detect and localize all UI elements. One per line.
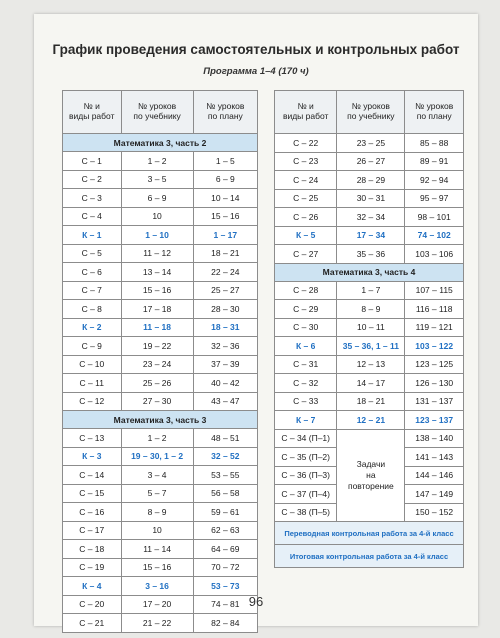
textbook-page	[34, 14, 478, 626]
work-id-cell: С – 25	[275, 189, 337, 208]
textbook-lessons-cell: 35 – 36	[337, 245, 405, 264]
work-id-cell: С – 1	[63, 152, 122, 171]
work-id-cell: К – 4	[63, 577, 122, 596]
section-row	[63, 411, 258, 429]
table-row	[275, 152, 464, 171]
plan-lessons-cell: 10 – 14	[193, 189, 257, 208]
table-header-row	[63, 91, 258, 134]
work-id-cell: С – 5	[63, 244, 122, 263]
test-row	[275, 411, 464, 430]
plan-lessons-cell: 53 – 55	[193, 466, 257, 485]
textbook-lessons-cell: 13 – 14	[121, 263, 193, 282]
plan-lessons-cell: 70 – 72	[193, 558, 257, 577]
work-id-cell: К – 6	[275, 337, 337, 356]
section-row	[275, 263, 464, 281]
textbook-lessons-cell: 10	[121, 207, 193, 226]
plan-lessons-cell: 74 – 102	[405, 226, 464, 245]
plan-lessons-cell: 82 – 84	[193, 614, 257, 633]
plan-lessons-cell: 116 – 118	[405, 300, 464, 319]
page-title: График проведения самостоятельных и контрольных работ	[52, 42, 460, 57]
work-id-cell: С – 29	[275, 300, 337, 319]
textbook-lessons-cell: 19 – 22	[121, 337, 193, 356]
plan-lessons-cell: 59 – 61	[193, 503, 257, 522]
plan-lessons-cell: 62 – 63	[193, 521, 257, 540]
work-id-cell: С – 3	[63, 189, 122, 208]
work-id-cell: С – 19	[63, 558, 122, 577]
table-row	[63, 170, 258, 189]
plan-lessons-cell: 18 – 21	[193, 244, 257, 263]
textbook-lessons-cell: 11 – 18	[121, 318, 193, 337]
plan-lessons-cell: 119 – 121	[405, 318, 464, 337]
work-id-cell: С – 36 (П–3)	[275, 466, 337, 485]
plan-lessons-cell: 32 – 36	[193, 337, 257, 356]
section-title: Математика 3, часть 4	[275, 263, 464, 281]
header-plan-lessons: № уроков по плану	[193, 91, 257, 134]
test-row	[63, 226, 258, 245]
work-id-cell: С – 9	[63, 337, 122, 356]
plan-lessons-cell: 37 – 39	[193, 355, 257, 374]
plan-lessons-cell: 138 – 140	[405, 429, 464, 448]
textbook-lessons-cell: 6 – 9	[121, 189, 193, 208]
work-id-cell: С – 15	[63, 484, 122, 503]
work-id-cell: С – 20	[63, 595, 122, 614]
plan-lessons-cell: 85 – 88	[405, 134, 464, 153]
table-row	[63, 392, 258, 411]
test-row	[63, 577, 258, 596]
textbook-lessons-cell: 17 – 20	[121, 595, 193, 614]
textbook-lessons-cell: 1 – 7	[337, 281, 405, 300]
table-row	[63, 189, 258, 208]
textbook-lessons-cell: 25 – 26	[121, 374, 193, 393]
test-row	[63, 447, 258, 466]
header-work-type: № и виды работ	[275, 91, 337, 134]
table-row	[63, 558, 258, 577]
test-row	[275, 226, 464, 245]
work-id-cell: С – 12	[63, 392, 122, 411]
textbook-lessons-cell: 1 – 10	[121, 226, 193, 245]
work-id-cell: С – 10	[63, 355, 122, 374]
work-id-cell: С – 8	[63, 300, 122, 319]
textbook-lessons-cell: 15 – 16	[121, 558, 193, 577]
section-title: Математика 3, часть 3	[63, 411, 258, 429]
work-id-cell: С – 14	[63, 466, 122, 485]
textbook-lessons-cell: 15 – 16	[121, 281, 193, 300]
textbook-lessons-cell: 23 – 25	[337, 134, 405, 153]
review-tasks-cell: Задачи на повторение	[337, 429, 405, 522]
table-row	[275, 392, 464, 411]
header-textbook-lessons: № уроков по учебнику	[121, 91, 193, 134]
work-id-cell: К – 3	[63, 447, 122, 466]
plan-lessons-cell: 53 – 73	[193, 577, 257, 596]
plan-lessons-cell: 131 – 137	[405, 392, 464, 411]
plan-lessons-cell: 92 – 94	[405, 171, 464, 190]
work-id-cell: К – 2	[63, 318, 122, 337]
header-plan-lessons: № уроков по плану	[405, 91, 464, 134]
textbook-lessons-cell: 21 – 22	[121, 614, 193, 633]
textbook-lessons-cell: 3 – 16	[121, 577, 193, 596]
header-textbook-lessons: № уроков по учебнику	[337, 91, 405, 134]
plan-lessons-cell: 126 – 130	[405, 374, 464, 393]
plan-lessons-cell: 48 – 51	[193, 429, 257, 448]
textbook-lessons-cell: 12 – 21	[337, 411, 405, 430]
work-id-cell: С – 22	[275, 134, 337, 153]
work-id-cell: С – 18	[63, 540, 122, 559]
textbook-lessons-cell: 14 – 17	[337, 374, 405, 393]
work-id-cell: С – 13	[63, 429, 122, 448]
textbook-lessons-cell: 1 – 2	[121, 429, 193, 448]
schedule-table-right	[274, 90, 464, 568]
textbook-lessons-cell: 17 – 34	[337, 226, 405, 245]
header-work-type: № и виды работ	[63, 91, 122, 134]
table-row	[63, 521, 258, 540]
textbook-lessons-cell: 19 – 30, 1 – 2	[121, 447, 193, 466]
table-row	[63, 503, 258, 522]
textbook-lessons-cell: 26 – 27	[337, 152, 405, 171]
plan-lessons-cell: 22 – 24	[193, 263, 257, 282]
test-row	[275, 337, 464, 356]
section-row	[63, 134, 258, 152]
work-id-cell: С – 30	[275, 318, 337, 337]
note-row	[275, 545, 464, 568]
schedule-table-left	[62, 90, 258, 633]
table-row	[275, 281, 464, 300]
plan-lessons-cell: 103 – 122	[405, 337, 464, 356]
plan-lessons-cell: 98 – 101	[405, 208, 464, 227]
plan-lessons-cell: 123 – 137	[405, 411, 464, 430]
plan-lessons-cell: 40 – 42	[193, 374, 257, 393]
page-number: 96	[248, 594, 264, 609]
table-row	[275, 134, 464, 153]
work-id-cell: С – 17	[63, 521, 122, 540]
work-id-cell: С – 6	[63, 263, 122, 282]
work-id-cell: С – 38 (П–5)	[275, 503, 337, 522]
textbook-lessons-cell: 10	[121, 521, 193, 540]
work-id-cell: С – 34 (П–1)	[275, 429, 337, 448]
table-row	[275, 189, 464, 208]
textbook-lessons-cell: 3 – 5	[121, 170, 193, 189]
textbook-lessons-cell: 8 – 9	[121, 503, 193, 522]
work-id-cell: С – 11	[63, 374, 122, 393]
work-id-cell: С – 21	[63, 614, 122, 633]
work-id-cell: С – 24	[275, 171, 337, 190]
plan-lessons-cell: 141 – 143	[405, 448, 464, 467]
table-row	[275, 429, 464, 448]
note-text: Итоговая контрольная работа за 4-й класс	[275, 545, 464, 568]
work-id-cell: С – 28	[275, 281, 337, 300]
plan-lessons-cell: 32 – 52	[193, 447, 257, 466]
plan-lessons-cell: 6 – 9	[193, 170, 257, 189]
plan-lessons-cell: 107 – 115	[405, 281, 464, 300]
table-row	[275, 355, 464, 374]
work-id-cell: С – 2	[63, 170, 122, 189]
table-row	[275, 374, 464, 393]
plan-lessons-cell: 25 – 27	[193, 281, 257, 300]
textbook-lessons-cell: 8 – 9	[337, 300, 405, 319]
textbook-lessons-cell: 30 – 31	[337, 189, 405, 208]
table-row	[63, 540, 258, 559]
plan-lessons-cell: 123 – 125	[405, 355, 464, 374]
plan-lessons-cell: 56 – 58	[193, 484, 257, 503]
plan-lessons-cell: 64 – 69	[193, 540, 257, 559]
table-header-row	[275, 91, 464, 134]
table-row	[63, 244, 258, 263]
note-text: Переводная контрольная работа за 4-й класс	[275, 522, 464, 545]
table-row	[63, 300, 258, 319]
textbook-lessons-cell: 27 – 30	[121, 392, 193, 411]
plan-lessons-cell: 95 – 97	[405, 189, 464, 208]
plan-lessons-cell: 150 – 152	[405, 503, 464, 522]
section-title: Математика 3, часть 2	[63, 134, 258, 152]
plan-lessons-cell: 28 – 30	[193, 300, 257, 319]
table-row	[63, 484, 258, 503]
table-row	[63, 152, 258, 171]
work-id-cell: С – 27	[275, 245, 337, 264]
plan-lessons-cell: 43 – 47	[193, 392, 257, 411]
plan-lessons-cell: 144 – 146	[405, 466, 464, 485]
table-row	[63, 614, 258, 633]
textbook-lessons-cell: 23 – 24	[121, 355, 193, 374]
plan-lessons-cell: 1 – 17	[193, 226, 257, 245]
work-id-cell: С – 26	[275, 208, 337, 227]
textbook-lessons-cell: 28 – 29	[337, 171, 405, 190]
textbook-lessons-cell: 5 – 7	[121, 484, 193, 503]
work-id-cell: С – 35 (П–2)	[275, 448, 337, 467]
table-row	[275, 300, 464, 319]
work-id-cell: К – 7	[275, 411, 337, 430]
textbook-lessons-cell: 10 – 11	[337, 318, 405, 337]
work-id-cell: С – 32	[275, 374, 337, 393]
plan-lessons-cell: 15 – 16	[193, 207, 257, 226]
plan-lessons-cell: 147 – 149	[405, 485, 464, 504]
work-id-cell: С – 31	[275, 355, 337, 374]
work-id-cell: С – 4	[63, 207, 122, 226]
work-id-cell: С – 23	[275, 152, 337, 171]
table-row	[275, 318, 464, 337]
textbook-lessons-cell: 12 – 13	[337, 355, 405, 374]
textbook-lessons-cell: 35 – 36, 1 – 11	[337, 337, 405, 356]
textbook-lessons-cell: 1 – 2	[121, 152, 193, 171]
note-row	[275, 522, 464, 545]
textbook-lessons-cell: 32 – 34	[337, 208, 405, 227]
table-row	[63, 429, 258, 448]
textbook-lessons-cell: 18 – 21	[337, 392, 405, 411]
work-id-cell: К – 5	[275, 226, 337, 245]
table-row	[63, 466, 258, 485]
plan-lessons-cell: 103 – 106	[405, 245, 464, 264]
plan-lessons-cell: 89 – 91	[405, 152, 464, 171]
table-row	[63, 337, 258, 356]
work-id-cell: С – 16	[63, 503, 122, 522]
textbook-lessons-cell: 11 – 14	[121, 540, 193, 559]
textbook-lessons-cell: 17 – 18	[121, 300, 193, 319]
table-row	[275, 208, 464, 227]
work-id-cell: С – 33	[275, 392, 337, 411]
textbook-lessons-cell: 11 – 12	[121, 244, 193, 263]
table-row	[63, 374, 258, 393]
table-row	[63, 355, 258, 374]
program-subtitle: Программа 1–4 (170 ч)	[203, 66, 309, 77]
plan-lessons-cell: 74 – 81	[193, 595, 257, 614]
plan-lessons-cell: 18 – 31	[193, 318, 257, 337]
table-row	[275, 245, 464, 264]
textbook-lessons-cell: 3 – 4	[121, 466, 193, 485]
table-row	[63, 263, 258, 282]
table-row	[63, 207, 258, 226]
work-id-cell: С – 37 (П–4)	[275, 485, 337, 504]
work-id-cell: К – 1	[63, 226, 122, 245]
test-row	[63, 318, 258, 337]
table-row	[275, 171, 464, 190]
table-row	[63, 281, 258, 300]
plan-lessons-cell: 1 – 5	[193, 152, 257, 171]
work-id-cell: С – 7	[63, 281, 122, 300]
